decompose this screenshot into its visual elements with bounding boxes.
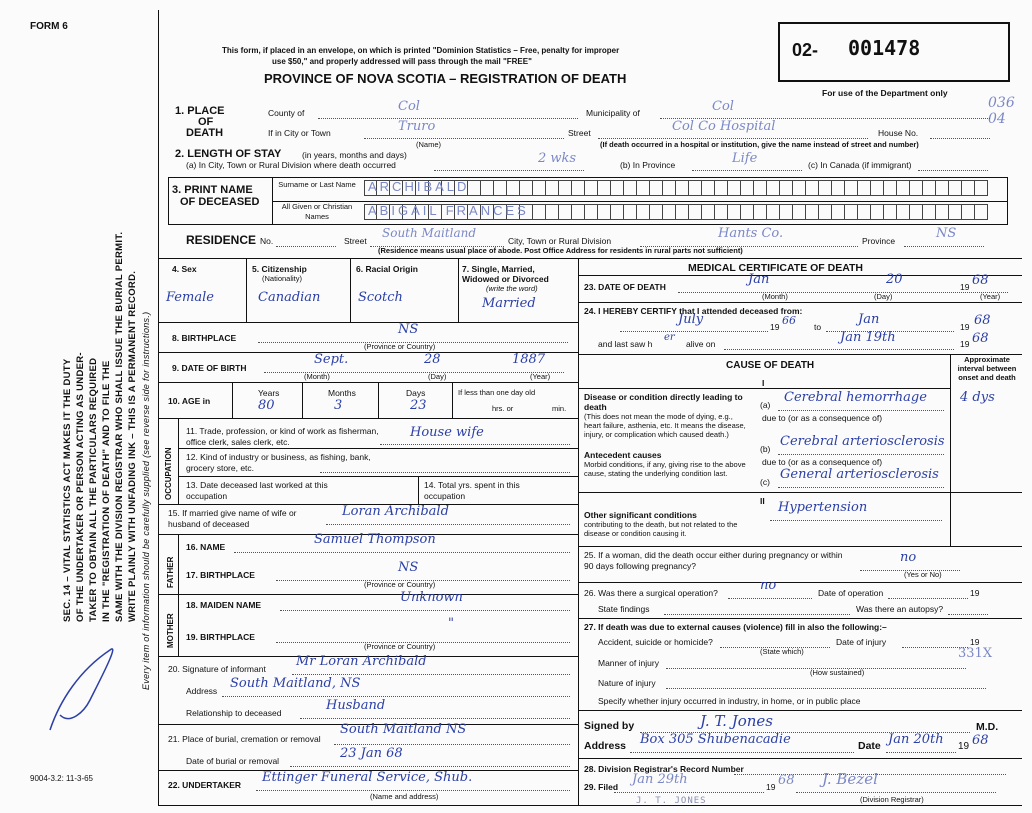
operation-date-label: Date of operation [818, 588, 884, 598]
min-label: min. [552, 404, 567, 413]
residence-city-value: Hants Co. [718, 226, 784, 241]
residence-note: (Residence means usual place of abode. Post Office Address for residents in rural parts not sufficient) [378, 246, 743, 255]
father-name-label: 16. NAME [186, 542, 226, 552]
informant-value: Mr Loran Archibald [296, 654, 427, 669]
state-which: (State which) [760, 647, 804, 656]
letter-box [949, 180, 962, 196]
place-label-of: OF [198, 116, 214, 128]
alive-on-label: alive on [686, 339, 716, 349]
registrar-label: (Division Registrar) [860, 795, 924, 804]
stay-a-label: (a) In City, Town or Rural Division where death occurred [186, 160, 396, 170]
certify-to-19: 19 [960, 322, 970, 332]
letter-box [689, 204, 702, 220]
residence-street-label: Street [344, 236, 367, 246]
specify-label: Specify whether injury occurred in industry, in home, or in public place [598, 696, 861, 706]
city-name-hint: (Name) [416, 140, 442, 149]
letter-box [754, 204, 767, 220]
letter-box [728, 180, 741, 196]
pregnancy-value: no [900, 550, 917, 565]
residence-label: RESIDENCE [186, 233, 257, 247]
filed-year: 68 [778, 773, 795, 788]
citizenship-sub: (Nationality) [262, 274, 303, 283]
letter-box [884, 180, 897, 196]
given-label: All Given or Christian Names [281, 202, 353, 221]
pregnancy-yesno: (Yes or No) [904, 570, 942, 579]
dob-year-label: (Year) [530, 372, 551, 381]
dob-month-label: (Month) [304, 372, 330, 381]
letter-box [910, 204, 923, 220]
death-year-label: (Year) [980, 292, 1001, 301]
cause-b-value: Cerebral arteriosclerosis [780, 434, 945, 449]
autopsy-label: Was there an autopsy? [856, 604, 944, 614]
signer-address-label: Address [584, 740, 627, 752]
mother-birthplace-label: 19. BIRTHPLACE [186, 632, 255, 642]
letter-box [975, 180, 988, 196]
residence-no-label: No. [260, 236, 274, 246]
letter-box [715, 180, 728, 196]
registration-prefix: 02- [792, 40, 819, 60]
death-date-label: 23. DATE OF DEATH [584, 282, 666, 292]
death-month-label: (Month) [762, 292, 788, 301]
occupation-q13: 13. Date deceased last worked at this occupation [186, 480, 328, 501]
burial-date-label: Date of burial or removal [186, 756, 280, 766]
letter-box [481, 180, 494, 196]
city-value: Truro [398, 119, 436, 134]
marital-sub: (write the word) [486, 284, 538, 293]
occupation-q14: 14. Total yrs. spent in this occupation [424, 480, 520, 501]
letter-box [689, 180, 702, 196]
letter-box [572, 180, 585, 196]
injury-date-19: 19 [970, 637, 980, 647]
registrar-signature: J. Bezel [822, 770, 878, 788]
cause-b-letter: (b) [760, 444, 771, 454]
letter-box [702, 180, 715, 196]
place-label: 1. PLACE [175, 105, 225, 117]
sidebar-instructions-5: SAME WITH THE DIVISION REGISTRAR WHO SHALL ISSUE THE BURIAL PERMIT. [114, 231, 125, 622]
death-date-year: 68 [972, 273, 989, 288]
letter-box [767, 204, 780, 220]
hrs-label: hrs. or [492, 404, 514, 413]
signer-date-19: 19 [958, 741, 970, 752]
cause-a-letter: (a) [760, 400, 771, 410]
nature-label: Nature of injury [598, 678, 656, 688]
due-to-2: due to (or as a consequence of) [762, 457, 883, 467]
letter-box [949, 204, 962, 220]
certify-from-month: July [678, 312, 704, 327]
dob-year: 1887 [512, 352, 546, 367]
letter-box [871, 180, 884, 196]
letter-box [585, 204, 598, 220]
form-number: FORM 6 [30, 21, 68, 32]
dob-month: Sept. [314, 352, 349, 367]
signer-address-value: Box 305 Shubenacadie [640, 732, 791, 747]
street-label: Street [568, 128, 591, 138]
letter-box [598, 204, 611, 220]
letter-box [546, 180, 559, 196]
sidebar-instructions-7: Every item of information should be carefully supplied (see reverse side for instructions.) [141, 311, 151, 690]
coding-value: 331X [958, 646, 993, 661]
letter-box [611, 204, 624, 220]
letter-box [559, 204, 572, 220]
letter-box [624, 204, 637, 220]
death-date-19: 19 [960, 282, 970, 292]
letter-box [962, 180, 975, 196]
age-years-value: 80 [258, 398, 275, 413]
cause-c-letter: (c) [760, 477, 770, 487]
letter-box [819, 180, 832, 196]
cause-a-value: Cerebral hemorrhage [784, 390, 927, 405]
less-day-label: If less than one day old [458, 388, 536, 397]
citizenship-label: 5. Citizenship [252, 264, 307, 274]
occupation-q11: 11. Trade, profession, or kind of work as fisherman, office clerk, sales clerk, etc. [186, 426, 379, 447]
cause-a-interval: 4 dys [960, 390, 995, 405]
surgery-value: no [760, 578, 777, 593]
letter-box [923, 204, 936, 220]
death-day-label: (Day) [874, 292, 893, 301]
stay-b-label: (b) In Province [620, 160, 676, 170]
birthplace-sub: (Province or Country) [364, 342, 436, 351]
undertaker-value: Ettinger Funeral Service, Shub. [262, 770, 473, 785]
sidebar-instructions-2: OF THE UNDERTAKER OR PERSON ACTING AS UNDER- [75, 352, 86, 622]
letter-box [819, 204, 832, 220]
certify-label: 24. I HEREBY CERTIFY that I attended deceased from: [584, 306, 803, 316]
father-birthplace-value: NS [398, 560, 419, 575]
age-days-label: Days [406, 388, 426, 398]
certify-to-year: 68 [974, 313, 991, 328]
letter-box [806, 204, 819, 220]
letter-box [676, 180, 689, 196]
direct-cause-note: (This does not mean the mode of dying, e.g., heart failure, asthenia, etc. It means the disease, injury, or complication which caused death.) [584, 412, 746, 439]
marital-label: 7. Single, Married, Widowed or Divorced [462, 264, 549, 284]
letter-box [585, 180, 598, 196]
letter-box [910, 180, 923, 196]
death-date-day: 20 [886, 272, 903, 287]
citizenship-value: Canadian [258, 290, 321, 305]
stay-a-value: 2 wks [538, 151, 577, 166]
medical-header: MEDICAL CERTIFICATE OF DEATH [688, 262, 863, 274]
sidebar-instructions-6: WRITE PLAINLY WITH UNFADING INK – THIS IS A PERMANENT RECORD. [127, 270, 138, 622]
alive-19: 19 [960, 339, 970, 349]
alive-on-value: Jan 19th [840, 330, 896, 345]
name-label-2: OF DECEASED [180, 196, 260, 208]
relationship-value: Husband [326, 698, 386, 713]
letter-box [650, 180, 663, 196]
letter-box [897, 180, 910, 196]
municipality-label: Municipality of [586, 108, 640, 118]
letter-box [702, 204, 715, 220]
county-value: Col [398, 99, 420, 114]
county-label: County of [268, 108, 305, 118]
dob-day: 28 [424, 352, 441, 367]
letter-box [767, 180, 780, 196]
letter-box [858, 180, 871, 196]
certify-to-label: to [814, 322, 822, 332]
death-date-month: Jan [748, 272, 770, 287]
record-number-label: 28. Division Registrar's Record Number [584, 764, 744, 774]
place-label-death: DEATH [186, 127, 224, 139]
age-label: 10. AGE in [168, 396, 211, 406]
signer-date-label: Date [858, 740, 881, 752]
letter-box [741, 180, 754, 196]
age-days-value: 23 [410, 398, 427, 413]
letter-box [637, 180, 650, 196]
letter-box [728, 204, 741, 220]
mother-prov-country: (Province or Country) [364, 642, 436, 651]
letter-box [754, 180, 767, 196]
letter-box [936, 204, 949, 220]
dob-day-label: (Day) [428, 372, 447, 381]
father-name-value: Samuel Thompson [314, 532, 436, 547]
letter-box [845, 204, 858, 220]
md-label: M.D. [976, 721, 999, 733]
certify-to-month: Jan [858, 312, 880, 327]
last-saw-label: and last saw h [598, 339, 653, 349]
birthplace-label: 8. BIRTHPLACE [172, 333, 237, 343]
occupation-q11-value: House wife [410, 425, 484, 440]
due-to-1: due to (or as a consequence of) [762, 413, 883, 423]
sex-value: Female [166, 290, 214, 305]
father-side-label: FATHER [166, 556, 175, 588]
letter-box [663, 204, 676, 220]
last-saw-value: er [664, 332, 675, 343]
letter-box [832, 180, 845, 196]
registration-number-box [778, 22, 1010, 82]
spouse-label: 15. If married give name of wife or husband of deceased [168, 508, 297, 529]
letter-box [559, 180, 572, 196]
letter-box [520, 180, 533, 196]
letter-box [468, 180, 481, 196]
letter-box [975, 204, 988, 220]
racial-value: Scotch [358, 290, 403, 305]
city-label: If in City or Town [268, 128, 331, 138]
marital-value: Married [482, 296, 536, 311]
certify-from-19: 19 [770, 322, 780, 332]
direct-cause-label: Disease or condition directly leading to death [584, 392, 743, 412]
residence-street-value: South Maitland [382, 226, 477, 240]
letter-box [845, 180, 858, 196]
mail-notice-line1: This form, if placed in an envelope, on which is printed "Dominion Statistics – Free, penalty for improper [222, 46, 620, 55]
form-code: 9004-3.2: 11-3-65 [30, 774, 94, 783]
department-codes: 036 04 [988, 95, 1015, 127]
residence-province-label: Province [862, 236, 896, 246]
father-prov-country: (Province or Country) [364, 580, 436, 589]
letter-box [806, 180, 819, 196]
other-conditions-label: Other significant conditions [584, 510, 697, 520]
signed-label: Signed by [584, 720, 635, 732]
roman-two: II [760, 496, 765, 506]
letter-box [884, 204, 897, 220]
registration-number: 001478 [848, 36, 921, 60]
letter-box [533, 204, 546, 220]
racial-label: 6. Racial Origin [356, 264, 418, 274]
residence-city-label: City, Town or Rural Division [508, 236, 612, 246]
spouse-value: Loran Archibald [342, 504, 449, 519]
stay-sublabel: (in years, months and days) [302, 150, 407, 160]
age-months-label: Months [328, 388, 356, 398]
mail-notice-line2: use $50," and properly addressed will pass through the mail "FREE" [272, 57, 532, 66]
letter-box [715, 204, 728, 220]
stay-label: 2. LENGTH OF STAY [175, 148, 282, 160]
alive-year: 68 [972, 331, 989, 346]
letter-box [624, 180, 637, 196]
signed-value: J. T. Jones [700, 712, 774, 730]
age-months-value: 3 [334, 398, 343, 413]
roman-one: I [762, 378, 765, 388]
residence-province-value: NS [936, 226, 957, 241]
letter-box [780, 204, 793, 220]
margin-scribble [40, 620, 150, 740]
interval-header: Approximate interval between onset and death [957, 355, 1017, 382]
stay-b-value: Life [732, 151, 758, 166]
letter-box [832, 204, 845, 220]
external-label: 27. If death was due to external causes (violence) fill in also the following:– [584, 622, 887, 632]
letter-box [858, 204, 871, 220]
page-title: PROVINCE OF NOVA SCOTIA – REGISTRATION OF DEATH [264, 71, 627, 86]
surgery-label: 26. Was there a surgical operation? [584, 588, 718, 598]
name-label: 3. PRINT NAME [172, 184, 253, 196]
accident-label: Accident, suicide or homicide? [598, 637, 713, 647]
filed-19: 19 [766, 782, 776, 792]
signer-date-year: 68 [972, 733, 989, 748]
letter-box [507, 180, 520, 196]
department-use-label: For use of the Department only [822, 88, 948, 98]
letter-box [676, 204, 689, 220]
physician-stamp: J. T. JONES [636, 796, 707, 806]
institution-note: (If death occurred in a hospital or institution, give the name instead of street and number) [600, 140, 919, 149]
state-findings-label: State findings [598, 604, 650, 614]
other-conditions-value: Hypertension [778, 500, 868, 515]
injury-date-label: Date of injury [836, 637, 887, 647]
letter-box [741, 204, 754, 220]
letter-box [897, 204, 910, 220]
antecedent-note: Morbid conditions, if any, giving rise to the above cause, stating the underlying condition last. [584, 460, 746, 478]
informant-label: 20. Signature of informant [168, 664, 266, 674]
letter-box [793, 204, 806, 220]
surname-label: Surname or Last Name [278, 180, 356, 189]
letter-box [650, 204, 663, 220]
other-conditions-note: contributing to the death, but not related to the disease or condition causing it. [584, 520, 738, 538]
signer-date-value: Jan 20th [888, 732, 944, 747]
mother-birthplace-value: " [448, 616, 454, 631]
letter-box [533, 180, 546, 196]
letter-box [611, 180, 624, 196]
letter-box [780, 180, 793, 196]
mother-maiden-value: Unknown [400, 590, 463, 605]
relationship-label: Relationship to deceased [186, 708, 282, 718]
house-label: House No. [878, 128, 919, 138]
burial-place-value: South Maitland NS [340, 722, 467, 737]
age-years-label: Years [258, 388, 280, 398]
sex-label: 4. Sex [172, 264, 197, 274]
informant-address-value: South Maitland, NS [230, 676, 361, 691]
how-sustained: (How sustained) [810, 668, 865, 677]
antecedent-label: Antecedent causes [584, 450, 662, 460]
informant-address-label: Address [186, 686, 218, 696]
sidebar-instructions-1: SEC. 14 – VITAL STATISTICS ACT MAKES IT THE DUTY [62, 358, 73, 622]
filed-label: 29. Filed [584, 782, 619, 792]
letter-box [598, 180, 611, 196]
letter-box [637, 204, 650, 220]
surname-value: ARCHIBALD [368, 179, 470, 194]
burial-date-value: 23 Jan 68 [340, 746, 403, 761]
burial-place-label: 21. Place of burial, cremation or removal [168, 734, 321, 744]
letter-box [871, 204, 884, 220]
certify-from-year: 66 [782, 314, 796, 327]
cause-c-value: General arteriosclerosis [780, 467, 939, 482]
letter-box [494, 180, 507, 196]
given-value: ABIGAIL FRANCES [368, 203, 529, 218]
occupation-side-label: OCCUPATION [164, 447, 173, 500]
stay-c-label: (c) In Canada (if immigrant) [808, 160, 912, 170]
letter-box [572, 204, 585, 220]
letter-box [546, 204, 559, 220]
municipality-value: Col [712, 99, 734, 114]
sidebar-instructions-4: IN THE "REGISTRATION OF DEATH" AND TO FILE THE [101, 360, 112, 622]
cause-header: CAUSE OF DEATH [726, 360, 815, 371]
mother-maiden-label: 18. MAIDEN NAME [186, 600, 262, 610]
undertaker-label: 22. UNDERTAKER [168, 780, 242, 790]
letter-box [663, 180, 676, 196]
operation-date-19: 19 [970, 588, 980, 598]
letter-box [936, 180, 949, 196]
mother-side-label: MOTHER [166, 613, 175, 648]
occupation-q12: 12. Kind of industry or business, as fishing, bank, grocery store, etc. [186, 452, 371, 473]
birthplace-value: NS [398, 322, 419, 337]
father-birthplace-label: 17. BIRTHPLACE [186, 570, 255, 580]
dob-label: 9. DATE OF BIRTH [172, 363, 247, 373]
street-value: Col Co Hospital [672, 119, 776, 134]
manner-label: Manner of injury [598, 658, 659, 668]
pregnancy-label: 25. If a woman, did the death occur either during pregnancy or within 90 days following pregnancy? [584, 550, 843, 571]
letter-box [923, 180, 936, 196]
sidebar-instructions-3: TAKER TO OBTAIN ALL THE PARTICULARS REQUIRED [88, 357, 99, 622]
undertaker-sub: (Name and address) [370, 792, 439, 801]
letter-box [962, 204, 975, 220]
letter-box [793, 180, 806, 196]
filed-value: Jan 29th [632, 772, 688, 787]
